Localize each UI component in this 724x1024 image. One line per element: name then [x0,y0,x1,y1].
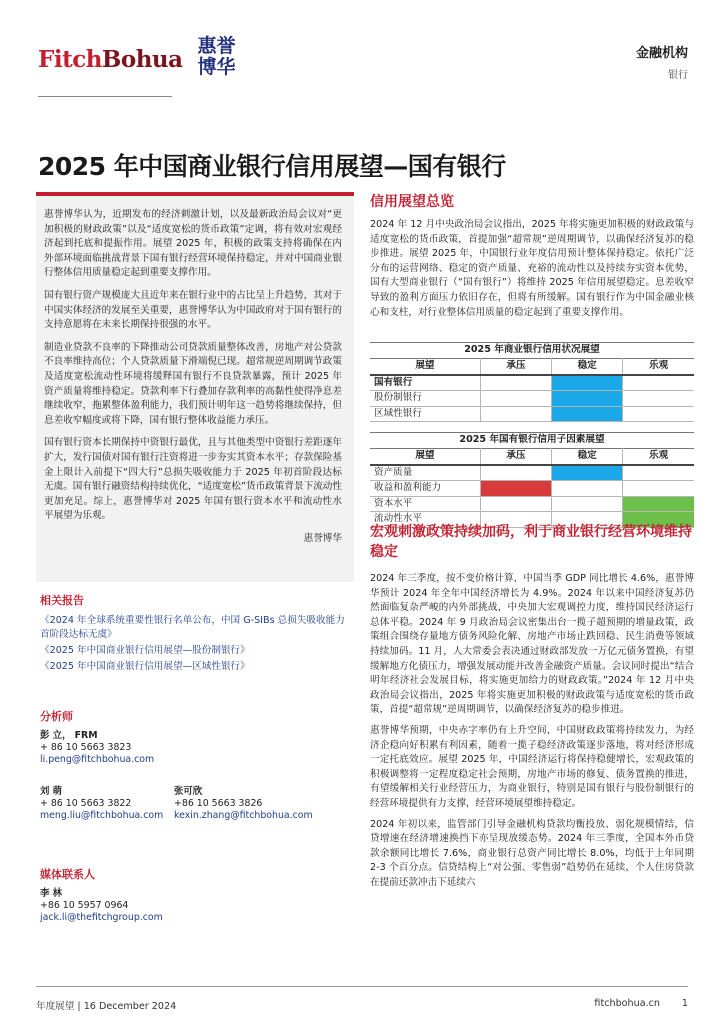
page-number: 1 [681,998,688,1009]
analyst-email[interactable]: kexin.zhang@fitchbohua.com [174,810,313,821]
cell-pressure [480,375,551,391]
row-label: 股份制银行 [370,391,480,407]
report-link[interactable]: 《2025 年中国商业银行信用展望—股份制银行》 [40,645,250,656]
analysts-heading: 分析师 [40,710,73,723]
footer-divider [36,986,688,987]
section-subtitle: 银行 [668,70,688,81]
cell-stable [552,496,623,512]
macro-paragraph: 2024 年初以来，监管部门引导金融机构贷款均衡投放、弱化规模情结，信贷增速在经济增速换挡下亦呈现放缓态势。2024 年三季度，全国本外币贷款余额同比增长 7.6%，商业银行总资产同比增长 8.0%，均低于上年同期 2-3 个百分点。信贷结构上“对公强、零售弱”趋势仍在延续，个人住房贷款在提前还款冲击下延续六 [370,818,694,888]
table-header: 稳定 [552,359,623,375]
cell-stable [552,375,623,391]
table-header: 稳定 [552,449,623,465]
table-caption: 2025 年国有银行信用子因素展望 [370,433,694,449]
row-label: 国有银行 [370,375,480,391]
table-header: 乐观 [623,449,694,465]
cell-pressure [480,406,551,422]
outlook-body: 2024 年 12 月中央政治局会议指出，2025 年将实施更加积极的财政政策与适度宽松的货币政策，首提加强“超常规”逆周期调节，以确保经济复苏的稳步推进。展望 2025 年，中国银行业年度信用预计整体保持稳定。依托广泛分布的运营网络、稳定的资产质量、充裕的流动性以及持续夯实资本优势，国有大型商业银行（“国有银行”）将维持 2025 年信用展望稳定。息差收窄导致的盈利方面压力依旧存在，但将有所缓解。国有银行作为中国金融业核心和支柱，对行业整体信用质量的稳定起到了重要支撑作用。 [370,219,694,318]
cell-positive [623,496,694,512]
report-link[interactable]: 《2025 年中国商业银行信用展望—区域性银行》 [40,661,250,672]
media-contact [40,866,350,924]
footer-date: 年度展望 | 16 December 2024 [36,1001,177,1012]
cell-pressure [480,481,551,497]
media-phone: +86 10 5957 0964 [40,900,129,911]
analyst-card [40,786,174,822]
row-label: 资本水平 [370,496,480,512]
row-label: 流动性水平 [370,512,480,528]
analyst-card [174,786,313,822]
summary-signature: 惠誉博华 [303,532,342,544]
table-header: 乐观 [623,359,694,375]
macro-section [370,522,694,896]
summary-paragraph: 制造业贷款不良率的下降推动公司贷款质量整体改善，房地产对公贷款不良率维持高位；个人贷款质量下滑端倪已现。超常规逆周期调节政策及适度宽松流动性环境将缓释国有银行不良贷款暴露，预计 2025 年资产质量将维持稳定。贷款利率下行叠加存款利率的高黏性使得净息差继续收窄，拖累整体盈利能力，我们预计明年这一趋势将继续保持，但息差收窄幅度或将下降，国有银行整体收益能力承压。 [44,341,342,426]
cell-positive [623,375,694,391]
table-caption: 2025 年商业银行信用状况展望 [370,343,694,359]
cell-stable [552,465,623,481]
footer-site[interactable]: fitchbohua.cn [594,998,660,1009]
subfactor-table-wrap [370,432,694,528]
cell-positive [623,406,694,422]
table-row [370,375,694,391]
cell-positive [623,391,694,407]
page-footer [0,986,724,1024]
row-label: 资产质量 [370,465,480,481]
media-card [40,888,350,924]
subfactor-table [370,432,694,528]
row-label: 收益和盈利能力 [370,481,480,497]
page-title: 2025 年中国商业银行信用展望—国有银行 [38,152,506,181]
table-row [370,406,694,422]
logo-wordmark: FitchBohua [38,45,183,73]
logo-seal: 惠誉 博华 [197,35,236,78]
analyst-email[interactable]: li.peng@fitchbohua.com [40,754,155,765]
table-header: 承压 [480,359,551,375]
row-label: 区域性银行 [370,406,480,422]
analyst-name: 彭 立， FRM [40,730,98,741]
media-email[interactable]: jack.li@thefitchgroup.com [40,912,163,923]
table-row [370,481,694,497]
report-link[interactable]: 《2024 年全球系统重要性银行名单公布，中国 G-SIBs 总损失吸收能力首阶段达标无虞》 [40,615,345,640]
related-reports [40,592,350,676]
outlook-table [370,342,694,422]
cell-stable [552,406,623,422]
analyst-name: 张可欣 [174,786,203,797]
table-row [370,465,694,481]
summary-paragraph: 国有银行资产规模庞大且近年来在银行业中的占比呈上升趋势，其对于中国实体经济的发展至关重要，惠誉博华认为中国政府对于国有银行的支持意愿将在未来长期保持很强的水平。 [44,289,342,331]
media-heading: 媒体联系人 [40,868,95,881]
macro-paragraph: 惠誉博华预期，中央赤字率仍有上升空间，中国财政政策将持续发力，为经济企稳向好积累有利因素，随着一揽子稳经济政策逐步落地，将对经济形成一定托底效应。展望 2025 年，中国经济运行将保持稳健增长，宏观政策的积极调整将一定程度稳定社会预期，房地产市场的修复、债务置换的推进，有望缓解相关行业经营压力，为商业银行，特别是国有银行与股份制银行的经营环境提供有力支撑，经营环境展望维持稳定。 [370,724,694,809]
cell-pressure [480,391,551,407]
cell-positive [623,465,694,481]
section-title: 金融机构 [635,46,688,61]
analysts-section [40,708,350,822]
table-header: 承压 [480,449,551,465]
summary-paragraph: 惠誉博华认为，近期发布的经济刺激计划，以及最新政治局会议对“更加积极的财政政策”以及“适度宽松的货币政策”定调，将有效对宏观经济起到托底和提振作用。展望 2025 年，积极的政策支持将确保在内外部环境面临挑战背景下国有银行经营环境保持稳定，并对中国商业银行整体信用质量稳定起到重要支撑作用。 [44,209,342,279]
cell-pressure [480,465,551,481]
analyst-phone: + 86 10 5663 3823 [40,742,132,753]
outlook-heading: 信用展望总览 [370,194,454,210]
table-row [370,391,694,407]
macro-heading: 宏观刺激政策持续加码，利于商业银行经营环境维持稳定 [370,524,692,560]
outlook-table-wrap [370,342,694,422]
analyst-name: 刘 萌 [40,786,63,797]
section-header [636,42,688,81]
cell-stable [552,481,623,497]
logo-divider [38,96,172,97]
analyst-email[interactable]: meng.liu@fitchbohua.com [40,810,164,821]
table-header: 展望 [370,449,480,465]
cell-pressure [480,496,551,512]
cell-positive [623,481,694,497]
fitchbohua-logo [38,36,245,82]
media-name: 李 林 [40,888,63,899]
analyst-card [40,730,350,766]
analyst-phone: + 86 10 5663 3822 [40,798,132,809]
macro-paragraph: 2024 年三季度，按不变价格计算，中国当季 GDP 同比增长 4.6%，惠誉博华预计 2024 年全年中国经济增长为 4.9%。2024 年以来中国经济复苏仍然面临复杂严峻的内外部挑战，中央加大宏观调控力度，维持国民经济运行总体平稳。2024 年 9 月政治局会议密集出台一揽子超预期的增量政策，政策组合围绕存量地方债务风险化解、房地产市场止跌回稳、民生消费等领域持续加码。11 月，人大常委会表决通过财政部发放一万亿元债务置换，有望缓解地方化债压力，增强发展动能并改善金融资产质量。会议同时提出“结合明年经济社会发展目标，将实施更加给力的财政政策。”2024 年 12 月中央政治局会议指出，2025 年将实施更加积极的财政政策与适度宽松的货币政策，首提“超常规”逆周期调节，以确保经济复苏的稳步推进。 [370,573,694,716]
summary-paragraph: 国有银行资本长期保持中资银行最优，且与其他类型中资银行差距逐年扩大，发行国债对国有银行注资将进一步夯实其资本水平；存款保险基金上限计入前提下“四大行”总损失吸收能力于 2025 年初首阶段达标无虞。国有银行融资结构持续优化，“适度宽松”货币政策背景下流动性更加充足。综上，惠誉博华对 2025 年国有银行资本水平和流动性水平展望为乐观。 [44,437,342,522]
cell-stable [552,391,623,407]
summary-box [36,192,354,582]
table-row [370,496,694,512]
table-header: 展望 [370,359,480,375]
reports-heading: 相关报告 [40,594,84,607]
outlook-section [370,192,694,326]
analyst-phone: +86 10 5663 3826 [174,798,263,809]
